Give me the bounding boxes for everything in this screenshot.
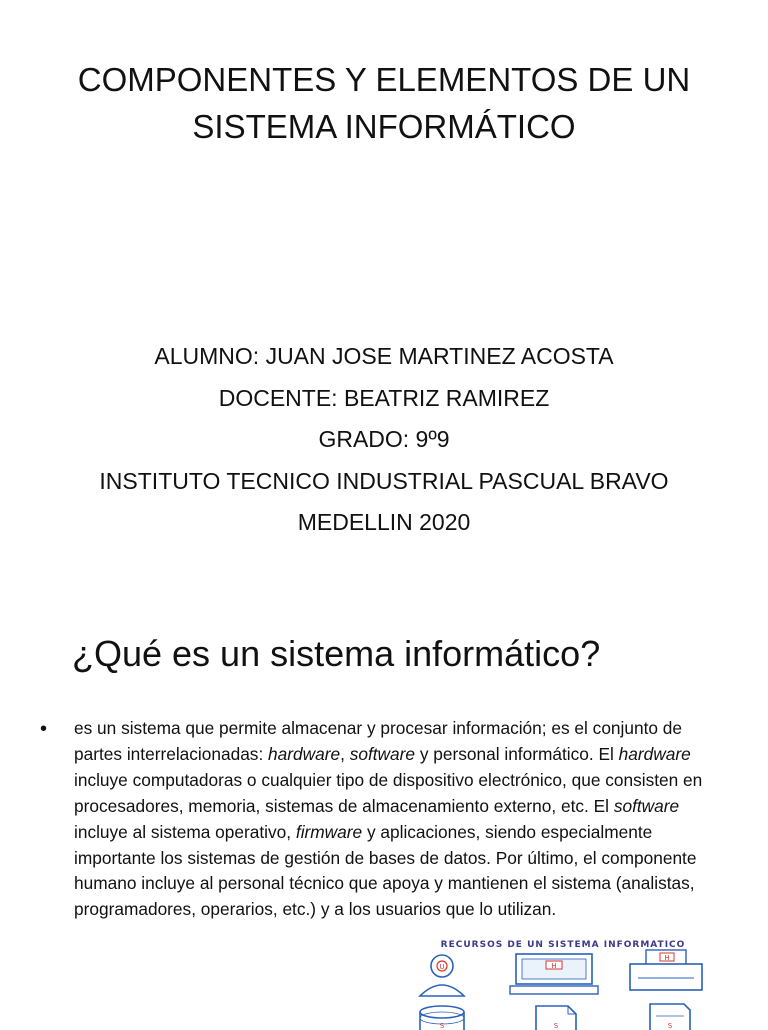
cover-title-line-1: COMPONENTES Y ELEMENTOS DE UN [77,61,691,98]
figure-label: H [664,954,670,962]
figure-label: U [439,963,445,971]
definition-slide [0,580,768,1030]
paragraph-run: , [340,743,350,764]
cover-credits [20,336,748,544]
resources-figure [398,940,728,1030]
paragraph-run: incluye computadoras o cualquier tipo de dispositivo electrónico, que consisten en procesadores, memoria, sistemas de almacenamiento externo, etc. El [74,769,703,816]
grade-line: GRADO: 9º9 [318,426,450,452]
italic-term: hardware [618,743,691,764]
user-icon [420,955,464,996]
resources-illustration [398,940,728,1030]
italic-term: software [613,795,680,816]
section-heading: ¿Qué es un sistema informático? [72,633,601,674]
student-line: ALUMNO: JUAN JOSE MARTINEZ ACOSTA [154,343,614,369]
paragraph-run: y personal informático. El [415,743,619,764]
computer-icon [510,954,598,994]
paragraph-run: incluye al sistema operativo, [74,821,296,842]
cover-title-line-2: SISTEMA INFORMÁTICO [192,108,576,145]
definition-paragraph [74,716,734,923]
italic-term: firmware [295,821,363,842]
teacher-line: DOCENTE: BEATRIZ RAMIREZ [218,384,550,411]
italic-term: software [349,743,416,764]
figure-label: S [553,1022,559,1030]
paragraph-run: es un sistema que permite almacenar y procesar información; es el conjunto de partes interrelacionadas: [74,718,683,764]
institute-line: INSTITUTO TECNICO INDUSTRIAL PASCUAL BRAVO [99,467,669,494]
cover-title [20,56,748,150]
figure-label: S [439,1022,445,1030]
paragraph-run: y aplicaciones, siendo especialmente importante los sistemas de gestión de bases de datos. Por último, el componente humano incluye al personal técnico que apoya y mantienen el sistema (analistas, programadores, operarios, etc.) y a los usuarios que lo utilizan. [74,821,697,920]
italic-term: hardware [268,743,341,764]
figure-label: S [667,1022,673,1030]
figure-title: RECURSOS DE UN SISTEMA INFORMÁTICO [440,940,686,950]
figure-label: H [551,962,557,970]
bullet-marker: • [40,718,48,740]
city-year-line: MEDELLIN 2020 [297,509,471,535]
